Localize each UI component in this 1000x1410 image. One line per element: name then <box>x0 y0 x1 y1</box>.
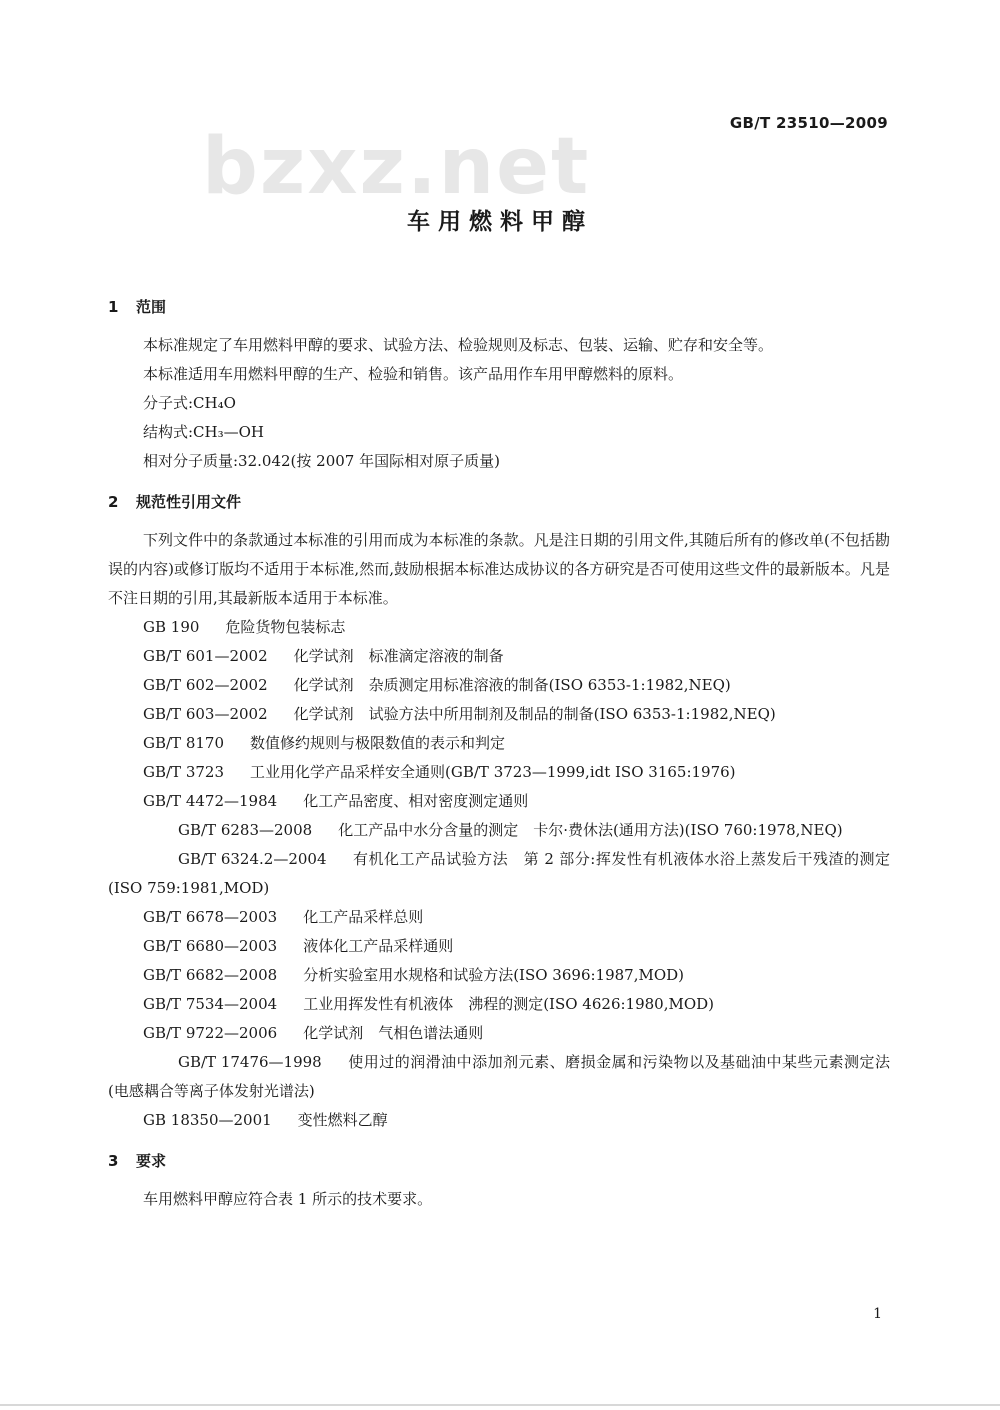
molecular-mass: 相对分子质量:32.042(按 2007 年国际相对原子质量) <box>143 452 500 470</box>
paragraph: 下列文件中的条款通过本标准的引用而成为本标准的条款。凡是注日期的引用文件,其随后所有的修改单(不包括勘误的内容)或修订版均不适用于本标准,然而,鼓励根据本标准达成协议的各方研究是否可使用这些文件的最新版本。凡是不注日期的引用,其最新版本适用于本标准。 <box>108 531 890 607</box>
paragraph: 车用燃料甲醇应符合表 1 所示的技术要求。 <box>143 1190 433 1208</box>
reference-title: 化工产品中水分含量的测定 卡尔·费休法(通用方法)(ISO 760:1978,NEQ) <box>338 821 843 839</box>
structural-formula: 结构式:CH₃—OH <box>143 423 265 441</box>
reference-item <box>108 729 890 758</box>
section-number: 3 <box>108 1152 119 1170</box>
reference-item <box>108 642 890 671</box>
reference-item <box>108 932 890 961</box>
reference-item <box>108 903 890 932</box>
reference-code: GB/T 6324.2—2004 <box>178 850 327 868</box>
reference-code: GB/T 8170 <box>143 734 225 752</box>
document-body <box>108 285 890 1214</box>
reference-code: GB/T 602—2002 <box>143 676 268 694</box>
watermark: bzxz.net <box>202 122 591 212</box>
reference-title: 化学试剂 气相色谱法通则 <box>303 1024 484 1042</box>
reference-item <box>108 787 890 816</box>
reference-item <box>108 1106 890 1135</box>
reference-title: 工业用化学产品采样安全通则(GB/T 3723—1999,idt ISO 3165:1976) <box>250 763 736 781</box>
reference-item <box>108 758 890 787</box>
reference-code: GB/T 7534—2004 <box>143 995 278 1013</box>
reference-code: GB/T 601—2002 <box>143 647 268 665</box>
reference-item <box>108 961 890 990</box>
section-number: 2 <box>108 493 119 511</box>
reference-code: GB/T 17476—1998 <box>178 1053 322 1071</box>
reference-code: GB/T 6682—2008 <box>143 966 278 984</box>
paragraph: 本标准适用车用燃料甲醇的生产、检验和销售。该产品用作车用甲醇燃料的原料。 <box>143 365 684 383</box>
reference-code: GB/T 3723 <box>143 763 225 781</box>
reference-item <box>108 1019 890 1048</box>
page-number: 1 <box>873 1306 882 1322</box>
reference-code: GB/T 603—2002 <box>143 705 268 723</box>
section-heading-scope <box>108 293 890 321</box>
reference-item <box>108 671 890 700</box>
reference-title: 变性燃料乙醇 <box>297 1111 388 1129</box>
reference-code: GB/T 6680—2003 <box>143 937 278 955</box>
reference-title: 有机化工产品试验方法 第 2 部分:挥发性有机液体水浴上蒸发后干残渣的测定(ISO 759:1981,MOD) <box>108 850 890 897</box>
reference-item <box>108 845 890 903</box>
reference-item <box>108 816 890 845</box>
reference-title: 工业用挥发性有机液体 沸程的测定(ISO 4626:1980,MOD) <box>303 995 715 1013</box>
reference-code: GB 190 <box>143 618 200 636</box>
reference-title: 化学试剂 杂质测定用标准溶液的制备(ISO 6353-1:1982,NEQ) <box>293 676 731 694</box>
reference-title: 使用过的润滑油中添加剂元素、磨损金属和污染物以及基础油中某些元素测定法(电感耦合等离子体发射光谱法) <box>108 1053 890 1100</box>
paragraph: 本标准规定了车用燃料甲醇的要求、试验方法、检验规则及标志、包装、运输、贮存和安全等。 <box>143 336 774 354</box>
reference-code: GB 18350—2001 <box>143 1111 272 1129</box>
section-heading-references <box>108 488 890 516</box>
standard-number: GB/T 23510—2009 <box>729 114 888 132</box>
reference-item <box>108 613 890 642</box>
section-number: 1 <box>108 298 119 316</box>
reference-title: 化工产品密度、相对密度测定通则 <box>303 792 529 810</box>
reference-title: 化学试剂 标准滴定溶液的制备 <box>293 647 504 665</box>
molecular-formula: 分子式:CH₄O <box>143 394 236 412</box>
reference-title: 化工产品采样总则 <box>303 908 424 926</box>
reference-code: GB/T 6283—2008 <box>178 821 313 839</box>
reference-title: 液体化工产品采样通则 <box>303 937 454 955</box>
reference-title: 化学试剂 试验方法中所用制剂及制品的制备(ISO 6353-1:1982,NEQ) <box>293 705 776 723</box>
page-bottom-edge <box>0 1404 1000 1406</box>
reference-code: GB/T 9722—2006 <box>143 1024 278 1042</box>
section-title: 范围 <box>136 298 167 316</box>
page-title: 车用燃料甲醇 <box>407 209 593 235</box>
reference-item <box>108 990 890 1019</box>
section-title: 规范性引用文件 <box>136 493 242 511</box>
reference-item <box>108 700 890 729</box>
reference-title: 危险货物包装标志 <box>225 618 346 636</box>
reference-item <box>108 1048 890 1106</box>
section-title: 要求 <box>136 1152 167 1170</box>
section-heading-requirements <box>108 1147 890 1175</box>
reference-title: 分析实验室用水规格和试验方法(ISO 3696:1987,MOD) <box>303 966 685 984</box>
reference-code: GB/T 6678—2003 <box>143 908 278 926</box>
reference-title: 数值修约规则与极限数值的表示和判定 <box>250 734 506 752</box>
reference-code: GB/T 4472—1984 <box>143 792 278 810</box>
